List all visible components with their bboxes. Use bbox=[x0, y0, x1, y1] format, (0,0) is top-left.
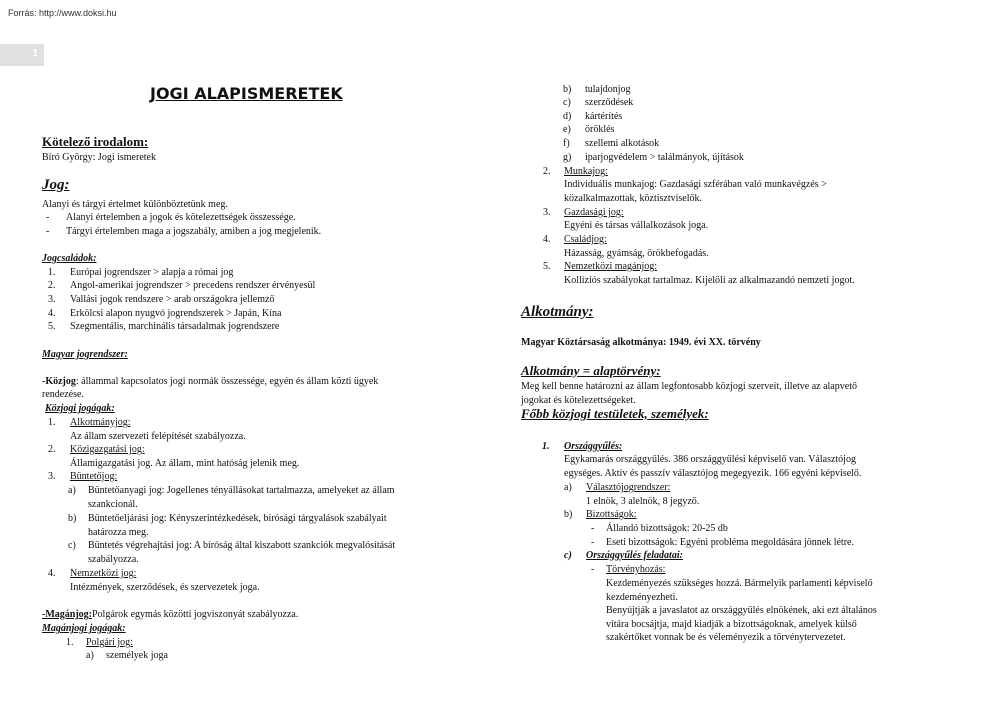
list-item-title: Büntetőjog: bbox=[70, 471, 118, 482]
sub-item-marker: a) bbox=[564, 482, 572, 493]
sub-item-marker: g) bbox=[563, 152, 572, 163]
sub-item-text: Büntetőeljárási jog: Kényszerintézkedések, bírósági tárgyalások szabályait bbox=[88, 513, 387, 524]
sub-item-marker: d) bbox=[563, 111, 572, 122]
sub-item-text: Büntetőanyagi jog: Jogellenes tényállásokat tartalmazza, amelyeket az állam bbox=[88, 485, 395, 496]
law-intro: Alanyi és tárgyi értelmet különböztetünk meg. bbox=[42, 199, 228, 210]
list-item-text: közalkalmazottak, köztisztviselők. bbox=[564, 193, 703, 204]
constitution-heading: Alkotmány: bbox=[521, 304, 594, 320]
law-item: Tárgyi értelemben maga a jogszabály, amiben a jog megjelenik. bbox=[66, 226, 322, 237]
dash-marker: - bbox=[591, 523, 595, 534]
list-item-title: Közigazgatási jog: bbox=[70, 444, 145, 455]
sub-item-text: öröklés bbox=[585, 124, 615, 135]
page-number-badge bbox=[0, 44, 44, 66]
page-number: 1 bbox=[32, 48, 38, 59]
list-item-text: Kollíziós szabályokat tartalmaz. Kijelöli az alkalmazandó nemzeti jogot. bbox=[564, 275, 855, 286]
law-heading: Jog: bbox=[42, 177, 70, 193]
sub-item-text: szabályozza. bbox=[88, 554, 139, 565]
public-law-line: -Közjog: állammal kapcsolatos jogi normák összessége, egyén és állam közti ügyek bbox=[42, 376, 379, 387]
sub-item-marker: c) bbox=[68, 540, 76, 551]
law-item-marker: - bbox=[46, 226, 50, 237]
list-number: 5. bbox=[48, 321, 56, 332]
sub-item-marker: f) bbox=[563, 138, 570, 149]
list-number: 3. bbox=[48, 471, 56, 482]
legislation-title: Törvényhozás: bbox=[606, 564, 666, 575]
sub-item-marker: a) bbox=[86, 650, 94, 661]
sub-item-text: szerződések bbox=[585, 97, 634, 108]
list-item-title: Alkotmányjog: bbox=[70, 417, 131, 428]
list-item-text: Az állam szervezeti felépítését szabályozza. bbox=[70, 431, 246, 442]
list-number: 1. bbox=[48, 267, 56, 278]
parliament-text: Egykamarás országgyűlés. 386 országgyűlési képviselő van. Választójog bbox=[564, 454, 856, 465]
required-reading-text: Bíró György: Jogi ismeretek bbox=[42, 152, 156, 163]
list-item-text: Individuális munkajog: Gazdasági szférában való munkavégzés > bbox=[564, 179, 827, 190]
sub-item-marker: a) bbox=[68, 485, 76, 496]
list-number: 1. bbox=[542, 441, 550, 452]
list-number: 4. bbox=[48, 568, 56, 579]
private-law-line: -Magánjog:Polgárok egymás közötti jogviszonyát szabályozza. bbox=[42, 609, 299, 620]
list-item-title: Gazdasági jog: bbox=[564, 207, 624, 218]
list-item-title: Munkajog: bbox=[564, 166, 608, 177]
list-number: 2. bbox=[48, 444, 56, 455]
sub-item-text: tulajdonjog bbox=[585, 84, 631, 95]
sub-item-marker: b) bbox=[68, 513, 77, 524]
hungarian-legal-system-heading: Magyar jogrendszer: bbox=[42, 349, 128, 360]
basic-law-text: Meg kell benne határozni az állam legfontosabb közjogi szerveit, illetve az alapvető bbox=[521, 381, 857, 392]
public-law-branches-heading: Közjogi jogágak: bbox=[45, 403, 115, 414]
list-item-text: Egyéni és társas vállalkozások joga. bbox=[564, 220, 709, 231]
sub-item-marker: b) bbox=[563, 84, 572, 95]
list-item-text: Államigazgatási jog. Az állam, mint hatóság jelenik meg. bbox=[70, 458, 300, 469]
list-number: 1. bbox=[66, 637, 74, 648]
legislation-text: vitára bocsájtja, majd kiadják a bizottságoknak, amelyek külső bbox=[606, 619, 857, 630]
sub-item-text: Büntetés végrehajtási jog: A bíróság által kiszabott szankciók megvalósítását bbox=[88, 540, 396, 551]
sub-item-title: Bizottságok: bbox=[586, 509, 637, 520]
sub-item-text: határozza meg. bbox=[88, 527, 149, 538]
list-item-text: Intézmények, szerződések, és szervezetek joga. bbox=[70, 582, 260, 593]
sub-item-marker: c) bbox=[564, 550, 572, 561]
public-law-label: -Közjog bbox=[42, 376, 76, 387]
source-note: Forrás: http://www.doksi.hu bbox=[8, 8, 117, 18]
basic-law-heading: Alkotmány = alaptörvény: bbox=[521, 363, 661, 378]
legislation-text: Kezdeményezés szükséges hozzá. Bármelyik parlamenti képviselő bbox=[606, 578, 873, 589]
private-law-branches-heading: Magánjogi jogágak: bbox=[42, 623, 126, 634]
legislation-text: szakértőket vonnak be és véleményezik a törvénytervezetet. bbox=[606, 632, 846, 643]
public-law-line-2: rendezése. bbox=[42, 389, 84, 400]
parliament-heading: Országgyűlés: bbox=[564, 441, 623, 452]
list-number: 4. bbox=[543, 234, 551, 245]
sub-item-marker: b) bbox=[564, 509, 573, 520]
sub-item-text: szellemi alkotások bbox=[585, 138, 660, 149]
list-number: 1. bbox=[48, 417, 56, 428]
sub-item-text: kártérítés bbox=[585, 111, 623, 122]
list-item-title: Polgári jog: bbox=[86, 637, 133, 648]
document-title: JOGI ALAPISMERETEK bbox=[150, 84, 343, 103]
list-item: Angol-amerikai jogrendszer > precedens rendszer érvényesül bbox=[70, 280, 316, 291]
list-item-title: Családjog: bbox=[564, 234, 607, 245]
list-number: 3. bbox=[48, 294, 56, 305]
list-item-title: Nemzetközi magánjog: bbox=[564, 261, 658, 272]
list-number: 4. bbox=[48, 308, 56, 319]
sub-item-title: Választójogrendszer: bbox=[586, 482, 671, 493]
list-item: Európai jogrendszer > alapja a római jog bbox=[70, 267, 234, 278]
sub-item-text: szankcionál. bbox=[88, 499, 138, 510]
dash-item: Állandó bizottságok: 20-25 db bbox=[606, 523, 728, 534]
basic-law-text: jogokat és kötelezettségeket. bbox=[521, 395, 636, 406]
list-item-text: Házasság, gyámság, örökbefogadás. bbox=[564, 248, 709, 259]
list-item: Erkölcsi alapon nyugvó jogrendszerek > Japán, Kína bbox=[70, 308, 282, 319]
list-number: 2. bbox=[543, 166, 551, 177]
public-bodies-heading: Főbb közjogi testületek, személyek: bbox=[521, 406, 709, 421]
legislation-text: kezdeményezheti. bbox=[606, 592, 678, 603]
law-item: Alanyi értelemben a jogok és kötelezettségek összessége. bbox=[66, 212, 296, 223]
list-item-title: Nemzetközi jog: bbox=[70, 568, 137, 579]
constitution-law-title: Magyar Köztársaság alkotmánya: 1949. évi XX. törvény bbox=[521, 337, 761, 348]
list-item: Szegmentális, marchinális társadalmak jogrendszere bbox=[70, 321, 280, 332]
required-reading-heading: Kötelező irodalom: bbox=[42, 134, 149, 149]
dash-item: Eseti bizottságok: Egyéni probléma megoldására jönnek létre. bbox=[606, 537, 854, 548]
law-item-marker: - bbox=[46, 212, 50, 223]
list-item: Vallási jogok rendszere > arab országokra jellemző bbox=[70, 294, 275, 305]
legal-families-heading: Jogcsaládok: bbox=[42, 253, 97, 264]
dash-marker: - bbox=[591, 564, 595, 575]
list-number: 2. bbox=[48, 280, 56, 291]
sub-item-text: iparjogvédelem > találmányok, újítások bbox=[585, 152, 744, 163]
parliament-text: egységes. Aktív és passzív választójog megegyezik. 166 egyéni képviselő. bbox=[564, 468, 862, 479]
parliament-duties-heading: Országgyűlés feladatai: bbox=[586, 550, 683, 561]
legislation-text: Benyújtják a javaslatot az országgyűlés elnökének, aki ezt általános bbox=[606, 605, 877, 616]
dash-marker: - bbox=[591, 537, 595, 548]
sub-item-text: 1 elnök, 3 alelnök, 8 jegyző. bbox=[586, 496, 700, 507]
list-number: 3. bbox=[543, 207, 551, 218]
sub-item-marker: e) bbox=[563, 124, 571, 135]
list-number: 5. bbox=[543, 261, 551, 272]
sub-item-text: személyek joga bbox=[106, 650, 168, 661]
private-law-label: -Magánjog: bbox=[42, 609, 92, 620]
sub-item-marker: c) bbox=[563, 97, 571, 108]
